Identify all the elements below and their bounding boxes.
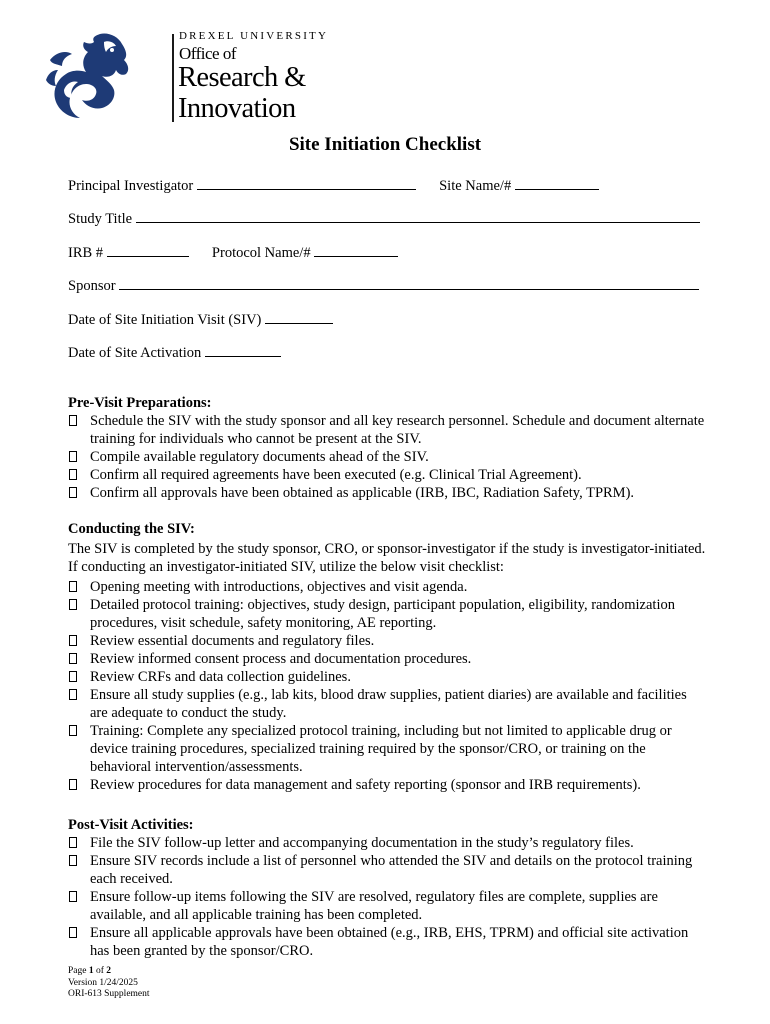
logo-university-name: DREXEL UNIVERSITY: [179, 30, 329, 42]
post-visit-checklist: [68, 834, 708, 960]
checklist-item: File the SIV follow-up letter and accompanying documentation in the study’s regulatory files.: [68, 834, 708, 852]
checklist-item: Review essential documents and regulatory files.: [68, 632, 708, 650]
checklist-item: Detailed protocol training: objectives, study design, participant population, eligibility, randomization procedures, visit schedule, safety monitoring, AE reporting.: [68, 596, 708, 632]
study-title-field[interactable]: [136, 209, 700, 223]
irb-protocol-row: [68, 243, 398, 262]
logo-office-line: Office of: [179, 44, 237, 63]
checkbox[interactable]: [69, 469, 77, 480]
pre-visit-heading: Pre-Visit Preparations:: [68, 395, 212, 411]
checkbox[interactable]: [69, 581, 77, 592]
checklist-item: Schedule the SIV with the study sponsor and all key research personnel. Schedule and document alternate training for individuals who cannot be present at the SIV.: [68, 412, 708, 448]
checkbox[interactable]: [69, 779, 77, 790]
conducting-heading: Conducting the SIV:: [68, 521, 195, 537]
pre-visit-checklist: [68, 412, 708, 502]
checkbox[interactable]: [69, 725, 77, 736]
pi-site-row: [68, 176, 599, 195]
drexel-ori-logo: [42, 30, 329, 126]
sponsor-row: [68, 276, 699, 295]
protocol-label: Protocol Name/#: [211, 245, 311, 261]
checklist-item: Opening meeting with introductions, objectives and visit agenda.: [68, 578, 708, 596]
sponsor-field[interactable]: [119, 276, 699, 290]
study-title-label: Study Title: [68, 211, 133, 227]
checkbox[interactable]: [69, 415, 77, 426]
site-name-field[interactable]: [515, 176, 599, 190]
protocol-field[interactable]: [314, 243, 398, 257]
page-number: Page 1 of 2: [68, 966, 112, 976]
pi-label: Principal Investigator: [68, 178, 194, 194]
checklist-item: Ensure all study supplies (e.g., lab kits, blood draw supplies, patient diaries) are available and facilities are adequate to conduct the study.: [68, 686, 708, 722]
pre-visit-section: [68, 394, 708, 502]
checkbox[interactable]: [69, 671, 77, 682]
checkbox[interactable]: [69, 635, 77, 646]
irb-field[interactable]: [107, 243, 189, 257]
checklist-item: Compile available regulatory documents ahead of the SIV.: [68, 448, 708, 466]
checklist-item: Review procedures for data management and safety reporting (sponsor and IRB requirements).: [68, 776, 708, 794]
activation-date-field[interactable]: [205, 343, 281, 357]
post-visit-heading: Post-Visit Activities:: [68, 817, 194, 833]
activation-date-row: [68, 343, 281, 362]
checklist-item: Ensure SIV records include a list of personnel who attended the SIV and details on the protocol training each received.: [68, 852, 708, 888]
logo-research-line: Research &: [178, 62, 306, 93]
checklist-item: Training: Complete any specialized protocol training, including but not limited to applicable drug or device training procedures, specialized training required by the sponsor/CRO, or training on the behavioral intervention/assessments.: [68, 722, 708, 776]
checklist-item: Ensure follow-up items following the SIV are resolved, regulatory files are complete, supplies are available, and all applicable training has been completed.: [68, 888, 708, 924]
checkbox[interactable]: [69, 689, 77, 700]
pi-field[interactable]: [197, 176, 416, 190]
checkbox[interactable]: [69, 855, 77, 866]
checkbox[interactable]: [69, 837, 77, 848]
logo-divider: [172, 34, 174, 122]
checkbox[interactable]: [69, 487, 77, 498]
version-text: Version 1/24/2025: [68, 977, 138, 988]
conducting-section: [68, 520, 708, 794]
dragon-logo-icon: [42, 30, 132, 122]
page-footer: [68, 966, 150, 1001]
checkbox[interactable]: [69, 653, 77, 664]
siv-date-label: Date of Site Initiation Visit (SIV): [68, 312, 262, 328]
conducting-checklist: [68, 578, 708, 794]
checkbox[interactable]: [69, 451, 77, 462]
sponsor-label: Sponsor: [68, 278, 116, 294]
conducting-intro: The SIV is completed by the study sponsor, CRO, or sponsor-investigator if the study is investigator-initiated. If conducting an investigator-initiated SIV, utilize the below visit checklist:: [68, 541, 706, 575]
study-title-row: [68, 209, 700, 228]
checklist-item: Confirm all required agreements have been executed (e.g. Clinical Trial Agreement).: [68, 466, 708, 484]
site-name-label: Site Name/#: [439, 178, 512, 194]
checklist-item: Review informed consent process and documentation procedures.: [68, 650, 708, 668]
siv-date-field[interactable]: [265, 310, 333, 324]
supplement-text: ORI-613 Supplement: [68, 989, 150, 999]
siv-date-row: [68, 310, 333, 329]
checklist-item: Review CRFs and data collection guidelines.: [68, 668, 708, 686]
checkbox[interactable]: [69, 927, 77, 938]
irb-label: IRB #: [68, 245, 104, 261]
logo-innovation-line: Innovation: [178, 93, 296, 124]
checkbox[interactable]: [69, 891, 77, 902]
checkbox[interactable]: [69, 599, 77, 610]
post-visit-section: [68, 816, 708, 960]
checklist-item: Confirm all approvals have been obtained as applicable (IRB, IBC, Radiation Safety, TPRM).: [68, 484, 708, 502]
page-title: Site Initiation Checklist: [288, 134, 482, 155]
checklist-item: Ensure all applicable approvals have been obtained (e.g., IRB, EHS, TPRM) and official site activation has been granted by the sponsor/CRO.: [68, 924, 708, 960]
activation-date-label: Date of Site Activation: [68, 345, 202, 361]
